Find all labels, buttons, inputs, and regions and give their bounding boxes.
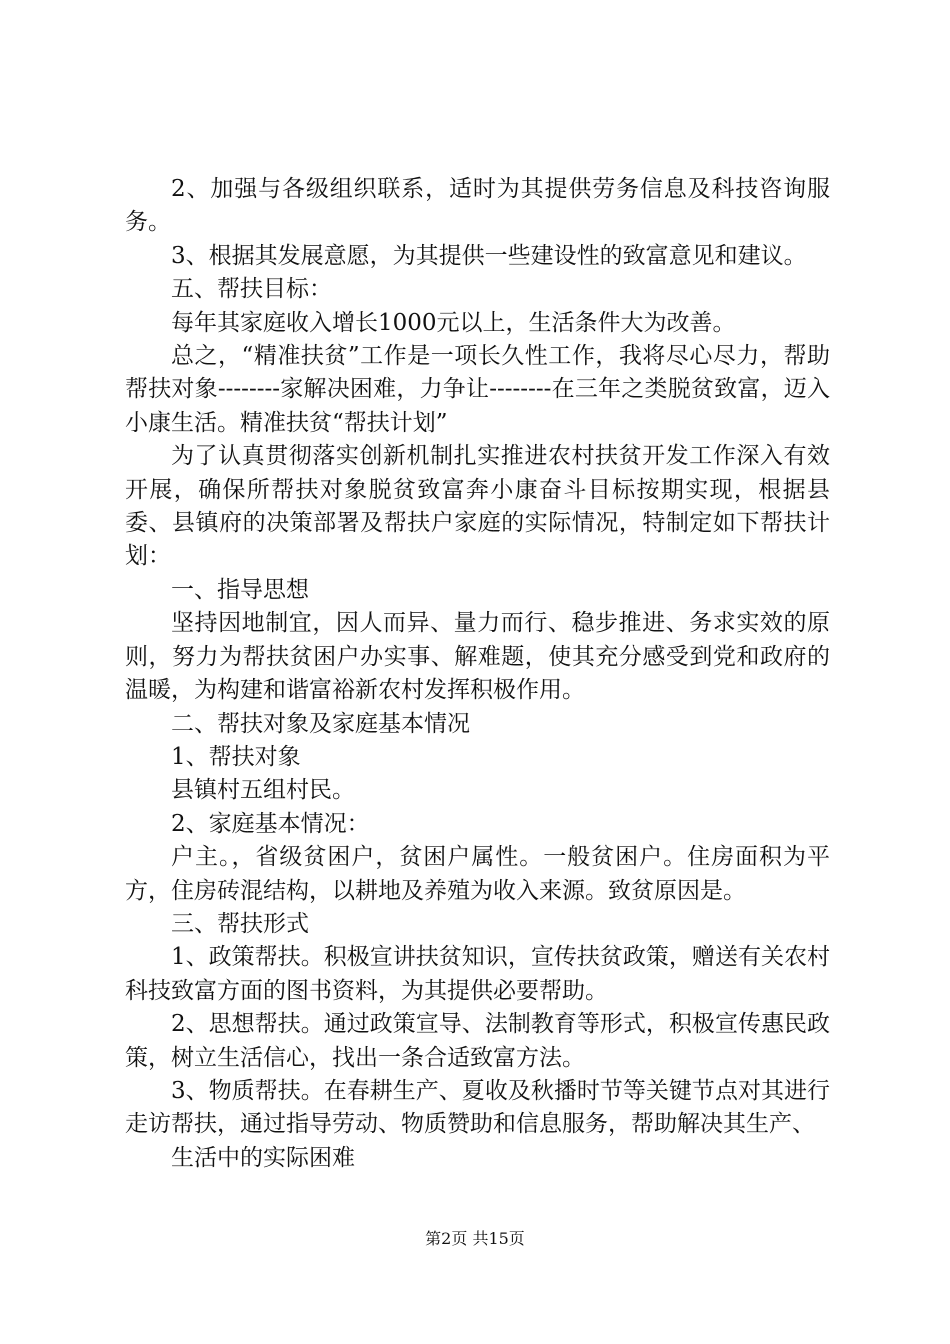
- paragraph: 户主。，省级贫困户，贫困户属性。一般贫困户。住房面积为平方，住房砖混结构，以耕地及养殖为收入来源。致贫原因是。: [125, 844, 830, 904]
- paragraph: 为了认真贯彻落实创新机制扎实推进农村扶贫开发工作深入有效开展，确保所帮扶对象脱贫致富奔小康奋斗目标按期实现，根据县委、县镇府的决策部署及帮扶户家庭的实际情况，特制定如下帮扶计划：: [125, 443, 830, 570]
- section-heading: 二、帮扶对象及家庭基本情况: [171, 710, 470, 737]
- paragraph: 2、加强与各级组织联系，适时为其提供劳务信息及科技咨询服务。: [125, 176, 830, 236]
- paragraph: 生活中的实际困难: [171, 1144, 355, 1171]
- section-heading: 一、指导思想: [171, 576, 309, 603]
- paragraph: 2、思想帮扶。通过政策宣导、法制教育等形式，积极宣传惠民政策，树立生活信心，找出一条合适致富方法。: [125, 1011, 830, 1071]
- section-heading: 三、帮扶形式: [171, 910, 309, 937]
- subsection-heading: 1、帮扶对象: [171, 743, 301, 770]
- paragraph: 坚持因地制宜，因人而异、量力而行、稳步推进、务求实效的原则，努力为帮扶贫困户办实事、解难题，使其充分感受到党和政府的温暖，为构建和谐富裕新农村发挥积极作用。: [125, 610, 830, 704]
- section-heading: 五、帮扶目标：: [171, 276, 332, 303]
- paragraph: 1、政策帮扶。积极宣讲扶贫知识，宣传扶贫政策，赠送有关农村科技致富方面的图书资料，为其提供必要帮助。: [125, 944, 830, 1004]
- page-number-footer: 第2页 共15页: [425, 1229, 525, 1248]
- document-body: [125, 173, 830, 1175]
- paragraph: 总之，“精准扶贫”工作是一项长久性工作，我将尽心尽力，帮助帮扶对象--------家解决困难，力争让--------在三年之类脱贫致富，迈入小康生活。精准扶贫“帮扶计划”: [125, 343, 830, 436]
- paragraph: 3、物质帮扶。在春耕生产、夏收及秋播时节等关键节点对其进行走访帮扶，通过指导劳动、物质赞助和信息服务，帮助解决其生产、: [125, 1077, 830, 1138]
- paragraph: 每年其家庭收入增长1000元以上，生活条件大为改善。: [171, 309, 736, 336]
- paragraph: 3、根据其发展意愿，为其提供一些建设性的致富意见和建议。: [171, 242, 807, 269]
- subsection-heading: 2、家庭基本情况：: [171, 810, 370, 837]
- paragraph: 县镇村五组村民。: [171, 777, 355, 804]
